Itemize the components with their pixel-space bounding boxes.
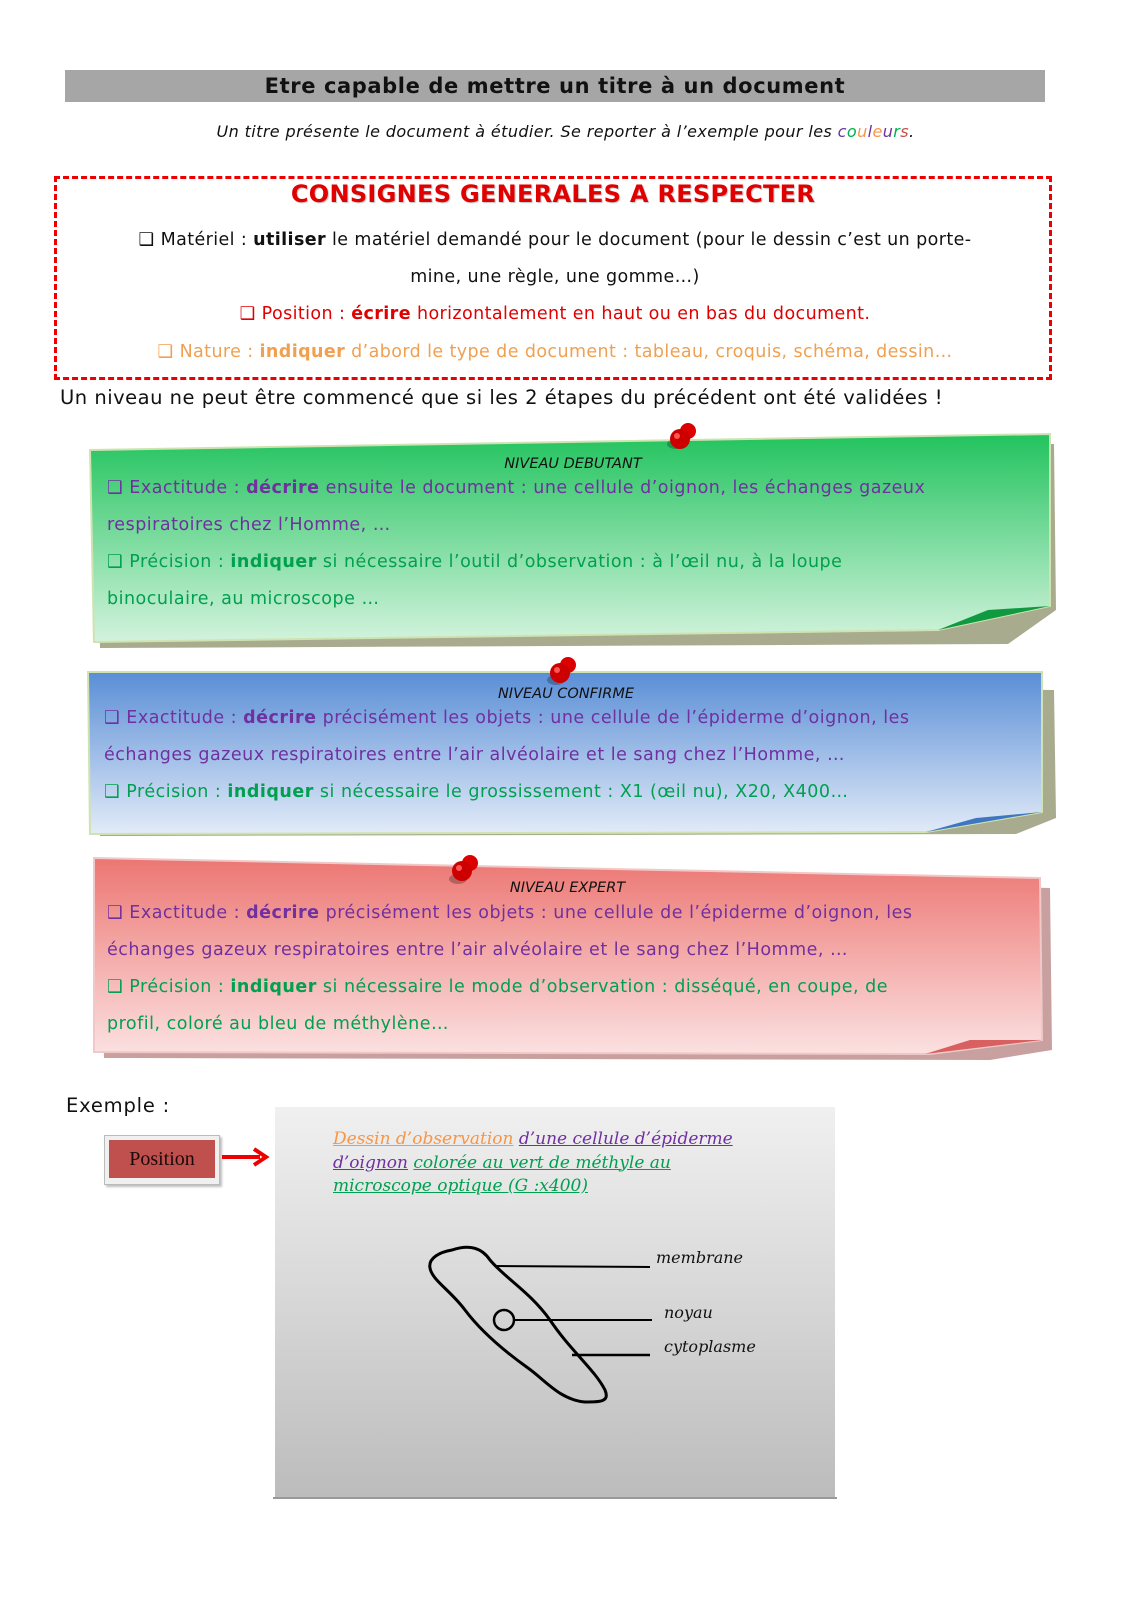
level-title-expert: NIVEAU EXPERT [509,880,626,896]
caption-precision: microscope optique (G :x400) [333,1176,588,1196]
criteria-text: si nécessaire le mode d’observation : disséqué, en coupe, de [316,977,889,997]
subtitle-letter: e [872,122,883,141]
subtitle-letter: o [846,122,858,141]
checkbox-icon: ❑ [107,552,124,572]
criteria-verb: indiquer [230,977,317,997]
criteria-verb: indiquer [227,782,314,802]
example-label: Exemple : [66,1094,171,1117]
subtitle-letter: u [882,122,894,141]
checkbox-icon: ❑ [138,230,155,250]
page-title: Etre capable de mettre un titre à un document [264,74,846,98]
criteria-text: binoculaire, au microscope … [107,589,380,609]
caption-precision: colorée au vert de méthyle au [413,1152,671,1173]
criteria-label: Exactitude : [126,708,244,728]
criteria-text: précisément les objets : une cellule de l’épiderme d’oignon, les [319,903,913,923]
criteria-verb: décrire [246,903,320,923]
level-title-debutant: NIVEAU DEBUTANT [504,456,642,472]
criteria-verb: indiquer [230,552,317,572]
criteria-verb: décrire [243,708,317,728]
divider [273,1497,837,1499]
level-confirme-exactitude [104,700,1054,774]
checkbox-icon: ❑ [157,342,174,362]
rule-text: mine, une règle, une gomme…) [410,267,700,287]
subtitle-letter: u [857,122,868,141]
checkbox-icon: ❑ [107,478,124,498]
position-button[interactable] [104,1135,220,1185]
checkbox-icon: ❑ [104,708,121,728]
level-title-confirme: NIVEAU CONFIRME [497,686,635,702]
subtitle [0,122,1131,141]
rule-materiel [60,222,1050,296]
criteria-label: Précision : [129,977,231,997]
position-button-label: Position [109,1140,215,1178]
criteria-label: Précision : [129,552,231,572]
arrow-right-icon [220,1146,272,1168]
pushpin-icon [666,420,700,454]
rule-nature [60,334,1050,371]
subtitle-text: Un titre présente le document à étudier. Se reporter à l’exemple pour les [216,122,838,141]
rule-position [60,296,1050,333]
rules-title: CONSIGNES GENERALES A RESPECTER [290,180,816,208]
level-note: Un niveau ne peut être commencé que si les 2 étapes du précédent ont été validées ! [60,386,944,409]
level-confirme-precision [104,774,1054,811]
label-cytoplasme: cytoplasme [664,1337,756,1356]
level-expert-exactitude [107,895,1057,969]
criteria-text: respiratoires chez l’Homme, … [107,515,391,535]
subtitle-letter: l [867,122,873,141]
criteria-text: échanges gazeux respiratoires entre l’air alvéolaire et le sang chez l’Homme, … [107,940,849,960]
level-expert-precision [107,969,1057,1043]
criteria-label: Exactitude : [129,478,247,498]
subtitle-text: . [909,122,915,141]
caption-exactitude: d’oignon [333,1152,408,1173]
criteria-text: si nécessaire le grossissement : X1 (œil nu), X20, X400… [313,782,849,802]
checkbox-icon: ❑ [107,977,124,997]
subtitle-letter: r [893,122,901,141]
rule-text: le matériel demandé pour le document (pour le dessin c’est un porte- [326,230,972,250]
rule-label: Nature : [179,342,260,362]
criteria-text: profil, coloré au bleu de méthylène… [107,1014,449,1034]
criteria-text: précisément les objets : une cellule de l’épiderme d’oignon, les [316,708,910,728]
onion-cell-drawing [410,1230,670,1410]
level-debutant-exactitude [107,470,1057,544]
pushpin-icon [546,654,580,688]
caption-exactitude: d’une cellule d’épiderme [518,1129,733,1149]
rule-text: horizontalement en haut ou en bas du document. [410,304,871,324]
rule-label: Position : [261,304,352,324]
example-caption [333,1128,803,1199]
label-membrane: membrane [656,1248,744,1267]
criteria-label: Exactitude : [129,903,247,923]
caption-nature: Dessin d’observation [333,1129,514,1149]
criteria-text: échanges gazeux respiratoires entre l’air alvéolaire et le sang chez l’Homme, … [104,745,846,765]
rule-verb: utiliser [253,230,327,250]
criteria-label: Précision : [126,782,228,802]
checkbox-icon: ❑ [239,304,256,324]
rule-label: Matériel : [160,230,254,250]
criteria-text: si nécessaire l’outil d’observation : à l’œil nu, à la loupe [316,552,843,572]
checkbox-icon: ❑ [107,903,124,923]
rule-text: d’abord le type de document : tableau, croquis, schéma, dessin… [345,342,953,362]
level-debutant-precision [107,544,1057,618]
rule-verb: indiquer [259,342,346,362]
subtitle-letter: c [837,122,847,141]
subtitle-letter: s [900,122,909,141]
label-noyau: noyau [664,1303,713,1322]
criteria-verb: décrire [246,478,320,498]
page-title-bar [65,70,1045,102]
rule-verb: écrire [351,304,411,324]
checkbox-icon: ❑ [104,782,121,802]
criteria-text: ensuite le document : une cellule d’oignon, les échanges gazeux [319,478,926,498]
